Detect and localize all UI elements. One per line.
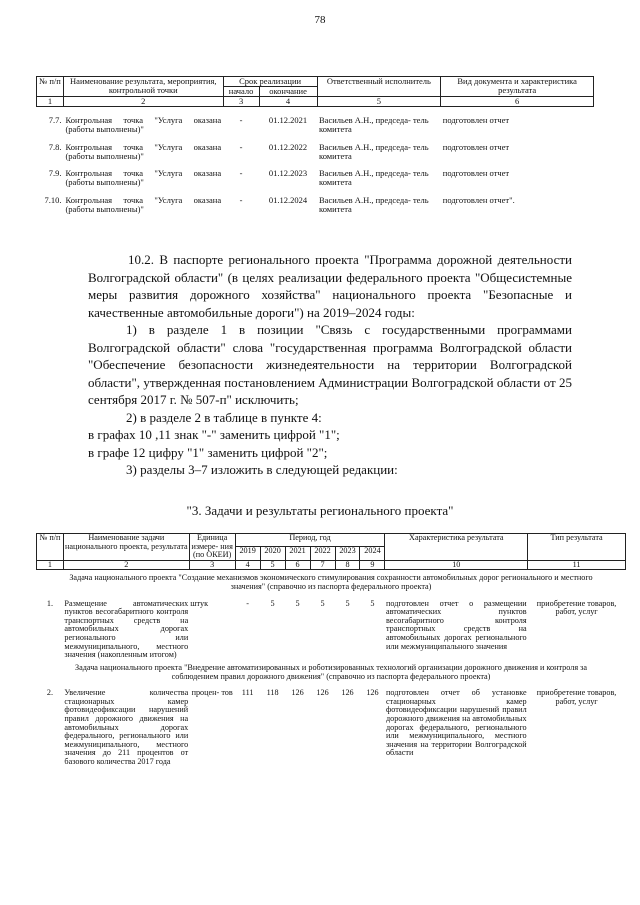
header-type: Тип результата <box>528 534 626 561</box>
col-number: 1 <box>37 560 64 570</box>
row-value-2021: 5 <box>295 598 300 608</box>
row-num: 7.7. <box>48 114 62 125</box>
row-end: 01.12.2024 <box>268 195 308 206</box>
row-name: Увеличение количества стационарных камер фотовидеофиксации нарушений правил дорожного движения на автомобильных дорогах федерального, регионального или межмуниципального, местного значения до 211 процентов от базового количества 2017 года <box>64 688 189 767</box>
row-start: - <box>239 114 243 125</box>
col-number: 8 <box>335 560 360 570</box>
header-characteristic: Характеристика результата <box>385 534 528 561</box>
row-value-2024: 126 <box>366 688 379 698</box>
header-year: 2021 <box>285 547 310 560</box>
row-responsible: Васильев А.Н., председа- тель комитета <box>319 168 429 188</box>
row-name: Контрольная точка "Услуга оказана (работы выполнены)" <box>65 195 222 215</box>
row-value-2023: 126 <box>341 688 354 698</box>
row-num: 1. <box>46 598 54 608</box>
col-number: 9 <box>360 560 385 570</box>
table-row <box>37 187 594 214</box>
row-num: 2. <box>46 688 54 698</box>
col-number: 11 <box>528 560 626 570</box>
col-number: 3 <box>223 96 259 106</box>
section-title: "3. Задачи и результаты регионального проекта" <box>186 503 454 518</box>
col-number: 4 <box>235 560 260 570</box>
row-value-2023: 5 <box>345 598 350 608</box>
col-number: 6 <box>285 560 310 570</box>
table-row <box>37 687 626 766</box>
col-number: 2 <box>63 560 189 570</box>
row-num: 7.8. <box>48 141 62 152</box>
row-doc: подготовлен отчет <box>442 114 510 125</box>
col-number: 3 <box>189 560 235 570</box>
row-doc: подготовлен отчет <box>442 141 510 152</box>
row-type: приобретение товаров, работ, услуг <box>536 688 617 706</box>
table-row <box>37 160 594 187</box>
col-number: 6 <box>441 96 594 106</box>
paragraph-item-3: 3) разделы 3–7 изложить в следующей редакции: <box>126 462 398 477</box>
row-value-2022: 126 <box>316 688 329 698</box>
row-type: приобретение товаров, работ, услуг <box>536 598 617 617</box>
header-name: Наименование задачи национального проекта, результата <box>63 534 189 561</box>
row-name: Контрольная точка "Услуга оказана (работы выполнены)" <box>65 114 222 134</box>
col-number: 10 <box>385 560 528 570</box>
row-name: Контрольная точка "Услуга оказана (работы выполнены)" <box>65 141 222 161</box>
row-start: - <box>239 195 243 206</box>
header-year: 2024 <box>360 547 385 560</box>
col-number: 7 <box>310 560 335 570</box>
row-unit: штук <box>190 598 209 608</box>
paragraph-10-2: 10.2. В паспорте регионального проекта "Программа дорожной деятельности Волгоградской области" (в целях реализации федерального проекта "Общесистемные меры развития дорожного хозяйства" национального проекта "Безопасные и качественные автомобильные дороги") на 2019–2024 годы: <box>88 252 572 320</box>
col-number: 5 <box>260 560 285 570</box>
header-end: окончание <box>259 86 317 96</box>
row-responsible: Васильев А.Н., председа- тель комитета <box>319 195 429 215</box>
header-year: 2019 <box>235 547 260 560</box>
col-number: 1 <box>37 96 64 106</box>
row-num: 7.10. <box>44 195 62 206</box>
header-doc: Вид документа и характеристика результата <box>441 77 594 97</box>
header-start: начало <box>223 86 259 96</box>
body-text <box>88 251 572 479</box>
row-doc: подготовлен отчет". <box>442 195 515 206</box>
col-number: 4 <box>259 96 317 106</box>
row-responsible: Васильев А.Н., председа- тель комитета <box>319 114 429 134</box>
col-number: 2 <box>63 96 223 106</box>
table-row <box>37 134 594 161</box>
header-period: Период, год <box>235 534 385 547</box>
row-value-2024: 5 <box>370 598 375 608</box>
row-unit: процен- тов <box>191 688 233 698</box>
row-name: Размещение автоматических пунктов весогабаритного контроля транспортных средств на автомобильных дорогах регионального или межмуниципального, местного значения (накопленным итогом) <box>64 598 189 660</box>
row-value-2019: 111 <box>241 688 254 698</box>
row-value-2022: 5 <box>320 598 325 608</box>
row-end: 01.12.2022 <box>268 141 308 152</box>
row-num: 7.9. <box>48 168 62 179</box>
header-num: № п/п <box>37 77 64 97</box>
row-doc: подготовлен отчет <box>442 168 510 179</box>
row-start: - <box>239 141 243 152</box>
row-characteristic: подготовлен отчет о размещении автоматических пунктов весогабаритного контроля транспортных средств на автомобильных дорогах регионального или межмуниципального значения <box>385 598 527 651</box>
row-value-2019: - <box>246 598 249 608</box>
paragraph-graphs-10-11: в графах 10 ,11 знак "-" заменить цифрой "1"; <box>88 427 340 442</box>
paragraph-item-1: 1) в разделе 1 в позиции "Связь с государственными программами Волгоградской области" слова "государственная программа Волгоградской области "Обеспечение безопасности жизнедеятельности на территории Волгоградской области", утвержденная постановлением Администрации Волгоградской области от 25 сентября 2017 г. № 507-п" исключить; <box>88 322 572 407</box>
tasks-results-table <box>36 533 626 767</box>
header-year: 2023 <box>335 547 360 560</box>
header-period: Срок реализации <box>223 77 317 87</box>
row-responsible: Васильев А.Н., председа- тель комитета <box>319 141 429 161</box>
table-row <box>37 106 594 133</box>
task-heading: Задача национального проекта "Внедрение автоматизированных и роботизированных технологий организации дорожного движения и контроля за соблюдением правил дорожного движения" (справочно из паспорта федерального проекта) <box>74 662 588 681</box>
row-start: - <box>239 168 243 179</box>
row-end: 01.12.2021 <box>268 114 308 125</box>
task-heading: Задача национального проекта "Создание механизмов экономического стимулирования сохранности автомобильных дорог регионального и местного значения" (справочно из паспорта федерального проекта) <box>69 573 593 592</box>
row-value-2020: 5 <box>270 598 275 608</box>
header-year: 2020 <box>260 547 285 560</box>
paragraph-item-2: 2) в разделе 2 в таблице в пункте 4: <box>126 409 322 425</box>
header-responsible: Ответственный исполнитель <box>317 77 441 97</box>
row-characteristic: подготовлен отчет об установке стационарных камер фотовидеофиксации нарушений правил дорожного движения на автомобильных дорогах федерального, регионального или межмуниципального, местного значения на территории Волгоградской области <box>385 688 527 758</box>
header-name: Наименование результата, мероприятия, контрольной точки <box>63 77 223 97</box>
row-end: 01.12.2023 <box>268 168 308 179</box>
row-name: Контрольная точка "Услуга оказана (работы выполнены)" <box>65 168 222 188</box>
paragraph-graph-12: в графе 12 цифру "1" заменить цифрой "2"; <box>88 444 328 460</box>
col-number: 5 <box>317 96 441 106</box>
page-number: 78 <box>314 14 326 26</box>
header-unit: Единица измере- ния (по ОКЕИ) <box>189 534 235 561</box>
results-table-continued <box>36 76 594 214</box>
header-year: 2022 <box>310 547 335 560</box>
row-value-2021: 126 <box>291 688 304 698</box>
table-row <box>37 598 626 660</box>
row-value-2020: 118 <box>266 688 279 698</box>
header-num: № п/п <box>37 534 64 561</box>
